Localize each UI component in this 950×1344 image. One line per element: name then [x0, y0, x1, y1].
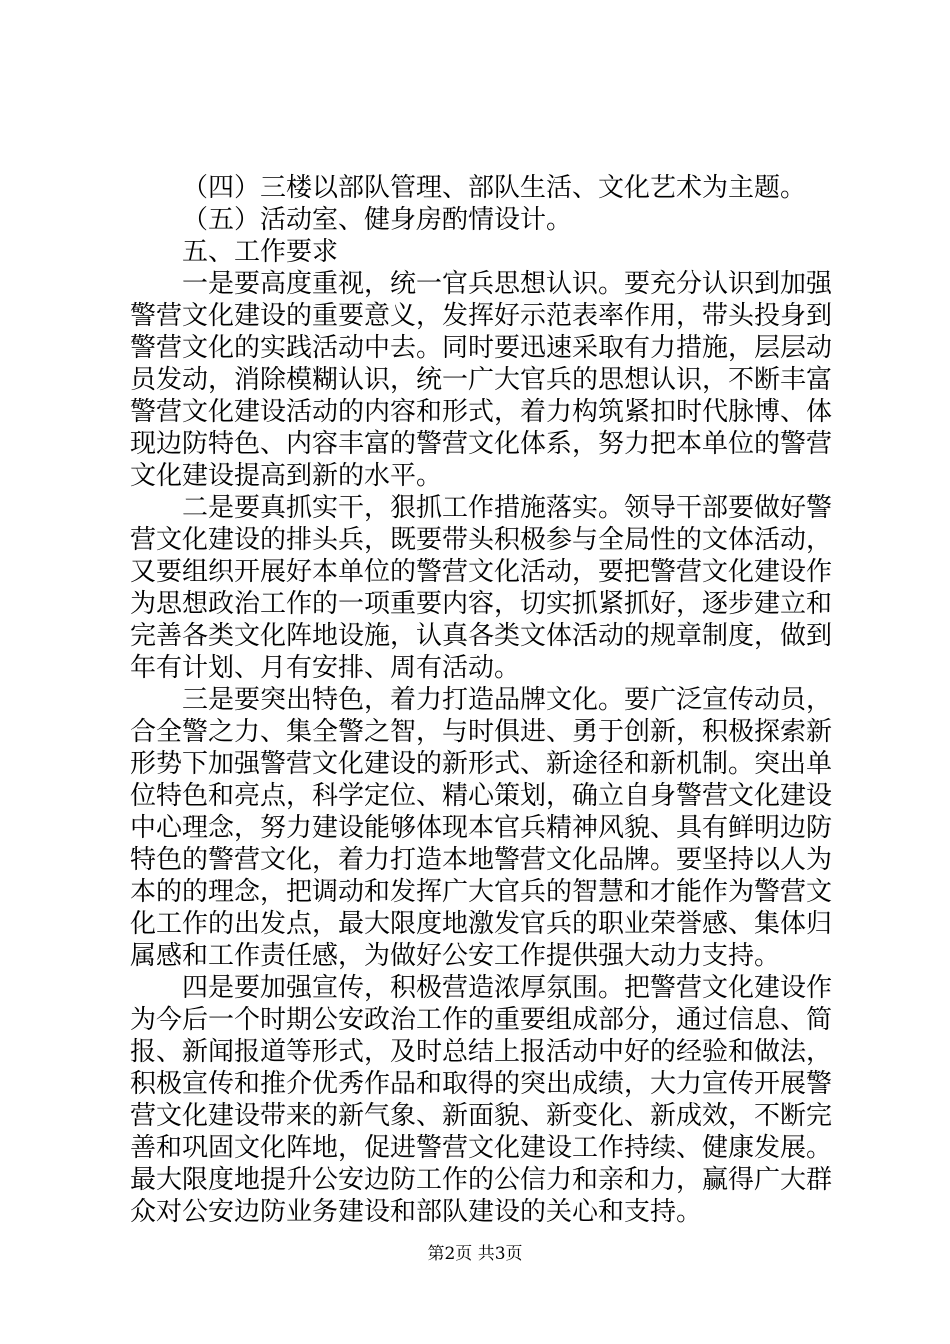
paragraph-line: 为今后一个时期公安政治工作的重要组成部分，通过信息、简	[130, 1005, 833, 1035]
paragraph-line: 员发动，消除模糊认识，统一广大官兵的思想认识，不断丰富	[130, 365, 833, 395]
paragraph-line: 营文化建设带来的新气象、新面貌、新变化、新成效，不断完	[130, 1101, 833, 1131]
paragraph-line: 报、新闻报道等形式，及时总结上报活动中好的经验和做法，	[130, 1037, 833, 1067]
paragraph-line: 位特色和亮点，科学定位、精心策划，确立自身警营文化建设	[130, 781, 833, 811]
section-heading: 五、工作要求	[182, 237, 339, 267]
paragraph-line: 本的的理念，把调动和发挥广大官兵的智慧和才能作为警营文	[130, 877, 833, 907]
paragraph-line: （五）活动室、健身房酌情设计。	[182, 205, 573, 235]
paragraph-line: 四是要加强宣传，积极营造浓厚氛围。把警营文化建设作	[182, 973, 833, 1003]
paragraph-line: 现边防特色、内容丰富的警营文化体系，努力把本单位的警营	[130, 429, 833, 459]
paragraph-line: 形势下加强警营文化建设的新形式、新途径和新机制。突出单	[130, 749, 833, 779]
page-number-footer: 第2页 共3页	[427, 1244, 523, 1264]
paragraph-line: 又要组织开展好本单位的警营文化活动，要把警营文化建设作	[130, 557, 833, 587]
paragraph-line: 为思想政治工作的一项重要内容，切实抓紧抓好，逐步建立和	[130, 589, 833, 619]
paragraph-line: 善和巩固文化阵地，促进警营文化建设工作持续、健康发展。	[130, 1133, 833, 1163]
paragraph-line: 二是要真抓实干，狠抓工作措施落实。领导干部要做好警	[182, 493, 833, 523]
paragraph-line: 最大限度地提升公安边防工作的公信力和亲和力，赢得广大群	[130, 1165, 833, 1195]
paragraph-line: 警营文化建设的重要意义，发挥好示范表率作用，带头投身到	[130, 301, 833, 331]
paragraph-line: 合全警之力、集全警之智，与时俱进、勇于创新，积极探索新	[130, 717, 833, 747]
paragraph-line: 完善各类文化阵地设施，认真各类文体活动的规章制度，做到	[130, 621, 833, 651]
paragraph-line: 中心理念，努力建设能够体现本官兵精神风貌、具有鲜明边防	[130, 813, 833, 843]
paragraph-line: 积极宣传和推介优秀作品和取得的突出成绩，大力宣传开展警	[130, 1069, 833, 1099]
paragraph-line: 年有计划、月有安排、周有活动。	[130, 653, 521, 683]
document-body	[130, 172, 833, 1228]
paragraph-line: 三是要突出特色，着力打造品牌文化。要广泛宣传动员，	[182, 685, 833, 715]
paragraph-line: 警营文化的实践活动中去。同时要迅速采取有力措施，层层动	[130, 333, 833, 363]
paragraph-line: 一是要高度重视，统一官兵思想认识。要充分认识到加强	[182, 269, 833, 299]
paragraph-line: 警营文化建设活动的内容和形式，着力构筑紧扣时代脉博、体	[130, 397, 833, 427]
paragraph-line: 众对公安边防业务建设和部队建设的关心和支持。	[130, 1197, 703, 1227]
paragraph-line: （四）三楼以部队管理、部队生活、文化艺术为主题。	[182, 173, 807, 203]
paragraph-line: 特色的警营文化，着力打造本地警营文化品牌。要坚持以人为	[130, 845, 833, 875]
paragraph-line: 营文化建设的排头兵，既要带头积极参与全局性的文体活动，	[130, 525, 833, 555]
paragraph-line: 属感和工作责任感，为做好公安工作提供强大动力支持。	[130, 941, 781, 971]
paragraph-line: 文化建设提高到新的水平。	[130, 461, 443, 491]
paragraph-line: 化工作的出发点，最大限度地激发官兵的职业荣誉感、集体归	[130, 909, 833, 939]
